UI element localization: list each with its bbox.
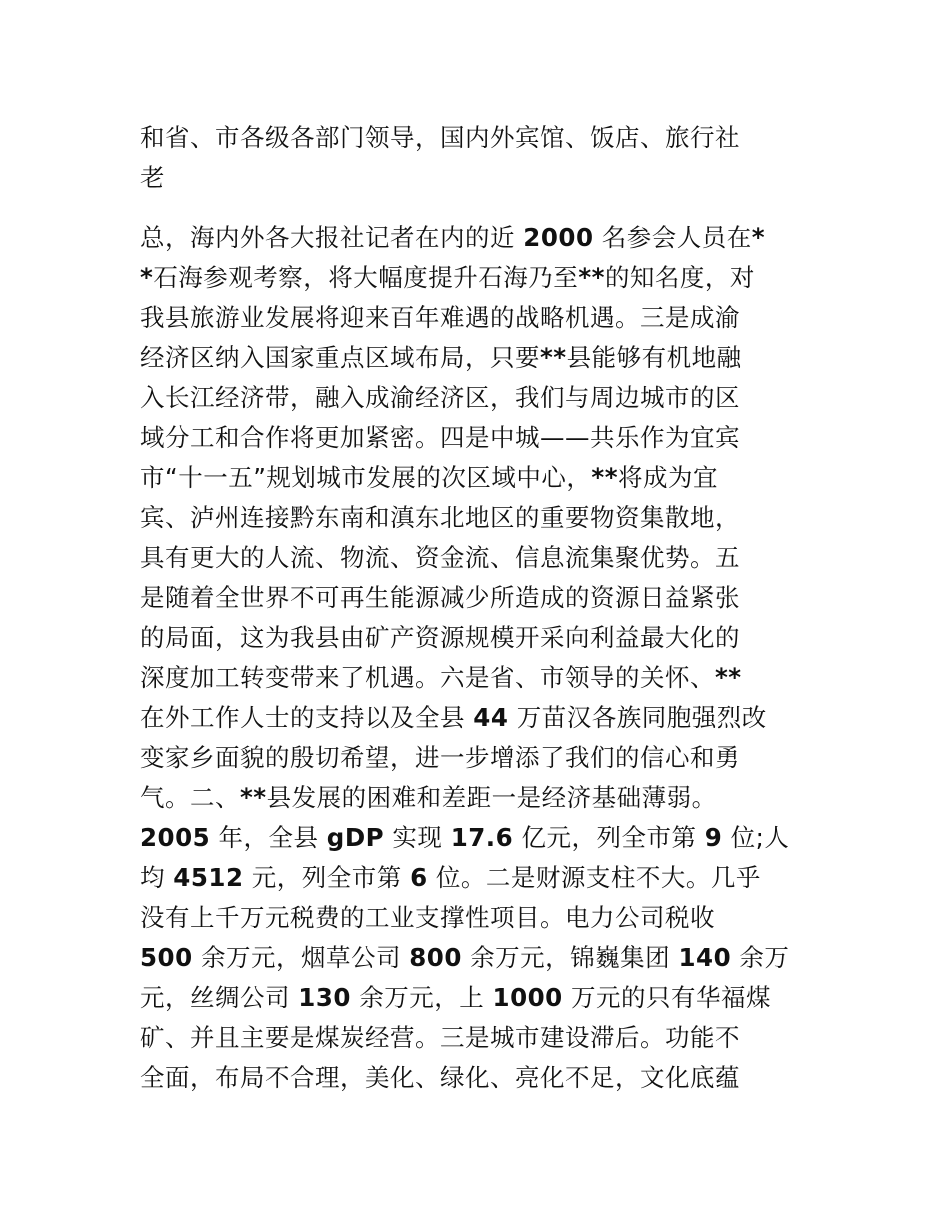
text-line-7: 入长江经济带，融入成渝经济区，我们与周边城市的区: [140, 383, 740, 412]
text-line-21: 500 余万元，烟草公司 800 余万元，锦巍集团 140 余万: [140, 943, 790, 972]
text-line-12: 是随着全世界不可再生能源减少所造成的资源日益紧张: [140, 583, 740, 612]
text-line-22: 元，丝绸公司 130 余万元，上 1000 万元的只有华福煤: [140, 983, 772, 1012]
text-line-23: 矿、并且主要是煤炭经营。三是城市建设滞后。功能不: [140, 1023, 740, 1052]
text-line-11: 具有更大的人流、物流、资金流、信息流集聚优势。五: [140, 543, 740, 572]
text-line-16: 变家乡面貌的殷切希望，进一步增添了我们的信心和勇: [140, 743, 740, 772]
text-line-3: 总，海内外各大报社记者在内的近 2000 名参会人员在*: [140, 223, 766, 252]
text-line-9: 市“十一五”规划城市发展的次区域中心，**将成为宜: [140, 463, 719, 492]
text-line-1: 和省、市各级各部门领导，国内外宾馆、饭店、旅行社: [140, 123, 740, 152]
text-line-14: 深度加工转变带来了机遇。六是省、市领导的关怀、**: [140, 663, 742, 692]
text-line-8: 域分工和合作将更加紧密。四是中城——共乐作为宜宾: [140, 423, 740, 452]
text-line-2: 老: [140, 163, 165, 192]
text-line-5: 我县旅游业发展将迎来百年难遇的战略机遇。三是成渝: [140, 303, 740, 332]
text-line-6: 经济区纳入国家重点区域布局，只要**县能够有机地融: [140, 343, 742, 372]
text-line-19: 均 4512 元，列全市第 6 位。二是财源支柱不大。几乎: [140, 863, 761, 892]
text-line-18: 2005 年，全县 gDP 实现 17.6 亿元，列全市第 9 位;人: [140, 823, 790, 852]
text-line-4: *石海参观考察，将大幅度提升石海乃至**的知名度，对: [140, 263, 755, 292]
text-line-20: 没有上千万元税费的工业支撑性项目。电力公司税收: [140, 903, 715, 932]
text-line-13: 的局面，这为我县由矿产资源规模开采向利益最大化的: [140, 623, 740, 652]
text-line-15: 在外工作人士的支持以及全县 44 万苗汉各族同胞强烈改: [140, 703, 767, 732]
text-line-17: 气。二、**县发展的困难和差距一是经济基础薄弱。: [140, 783, 717, 812]
text-line-24: 全面，布局不合理，美化、绿化、亮化不足，文化底蕴: [140, 1063, 740, 1092]
text-line-10: 宾、泸州连接黔东南和滇东北地区的重要物资集散地，: [140, 503, 740, 532]
